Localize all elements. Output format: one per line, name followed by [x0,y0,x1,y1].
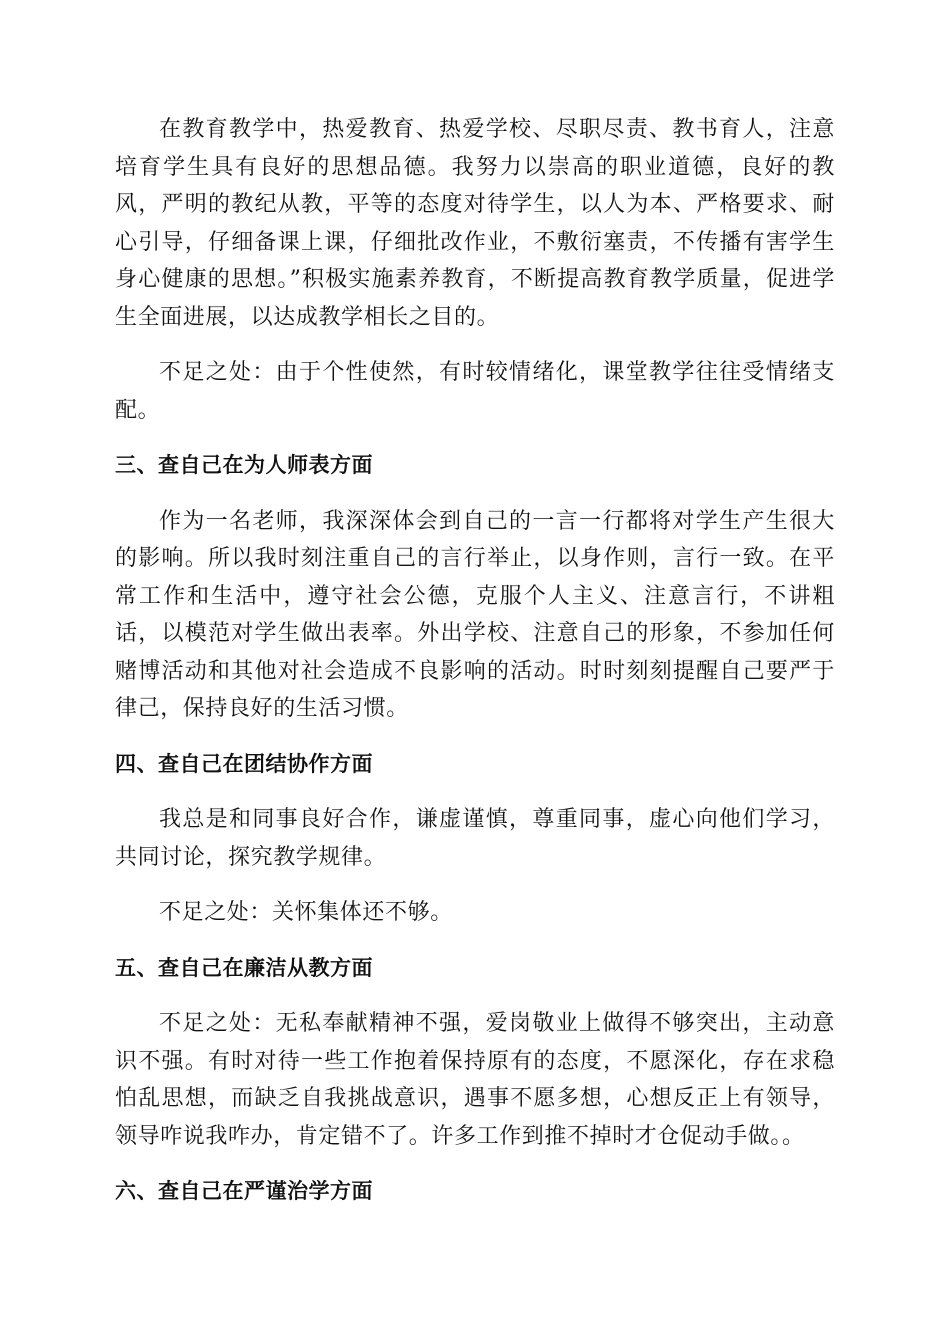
paragraph-spacer [115,987,835,1005]
paragraph-spacer [115,429,835,447]
paragraph-spacer [115,876,835,894]
paragraph-teamwork: 我总是和同事良好合作，谦虚谨慎，尊重同事，虚心向他们学习，共同讨论，探究教学规律。 [115,807,835,870]
paragraph-shortcoming-emotion: 不足之处：由于个性使然，有时较情绪化，课堂教学往往受情绪支配。 [115,360,835,423]
paragraph-shortcoming-collective: 不足之处：关怀集体还不够。 [159,900,453,925]
paragraph-role-model: 作为一名老师，我深深体会到自己的一言一行都将对学生产生很大的影响。所以我时刻注重自己的言行举止，以身作则，言行一致。在平常工作和生活中，遵守社会公德，克服个人主义、注意言行，不讲粗话，以模范对学生做出表率。外出学校、注意自己的形象，不参加任何赌博活动和其他对社会造成不良影响的活动。时时刻刻提醒自己要严于律己，保持良好的生活习惯。 [115,508,835,721]
paragraph-spacer [115,485,835,503]
paragraph-spacer [115,728,835,746]
paragraph-spacer [115,1155,835,1173]
paragraph-teaching: 在教育教学中，热爱教育、热爱学校、尽职尽责、教书育人，注意培育学生具有良好的思想品德。我努力以崇高的职业道德，良好的教风，严明的教纪从教，平等的态度对待学生，以人为本、严格要求、耐心引导，仔细备课上课，仔细批改作业，不敷衍塞责，不传播有害学生身心健康的思想。”积极实施素养教育，不断提高教育教学质量，促进学生全面进展，以达成教学相长之目的。 [115,117,835,330]
document-body [115,111,835,1211]
paragraph-spacer [115,336,835,354]
paragraph-spacer [115,932,835,950]
paragraph-spacer [115,783,835,801]
paragraph-shortcoming-dedication: 不足之处：无私奉献精神不强，爱岗敬业上做得不够突出，主动意识不强。有时对待一些工作抱着保持原有的态度，不愿深化，存在求稳怕乱思想，而缺乏自我挑战意识，遇事不愿多想，心想反正上有领导，领导咋说我咋办，肯定错不了。许多工作到推不掉时才仓促动手做。。 [115,1011,835,1149]
section-heading-4: 四、查自己在团结协作方面 [115,751,373,776]
section-heading-6: 六、查自己在严谨治学方面 [115,1179,373,1203]
section-heading-5: 五、查自己在廉洁从教方面 [115,955,373,980]
section-heading-3: 三、查自己在为人师表方面 [115,453,373,477]
